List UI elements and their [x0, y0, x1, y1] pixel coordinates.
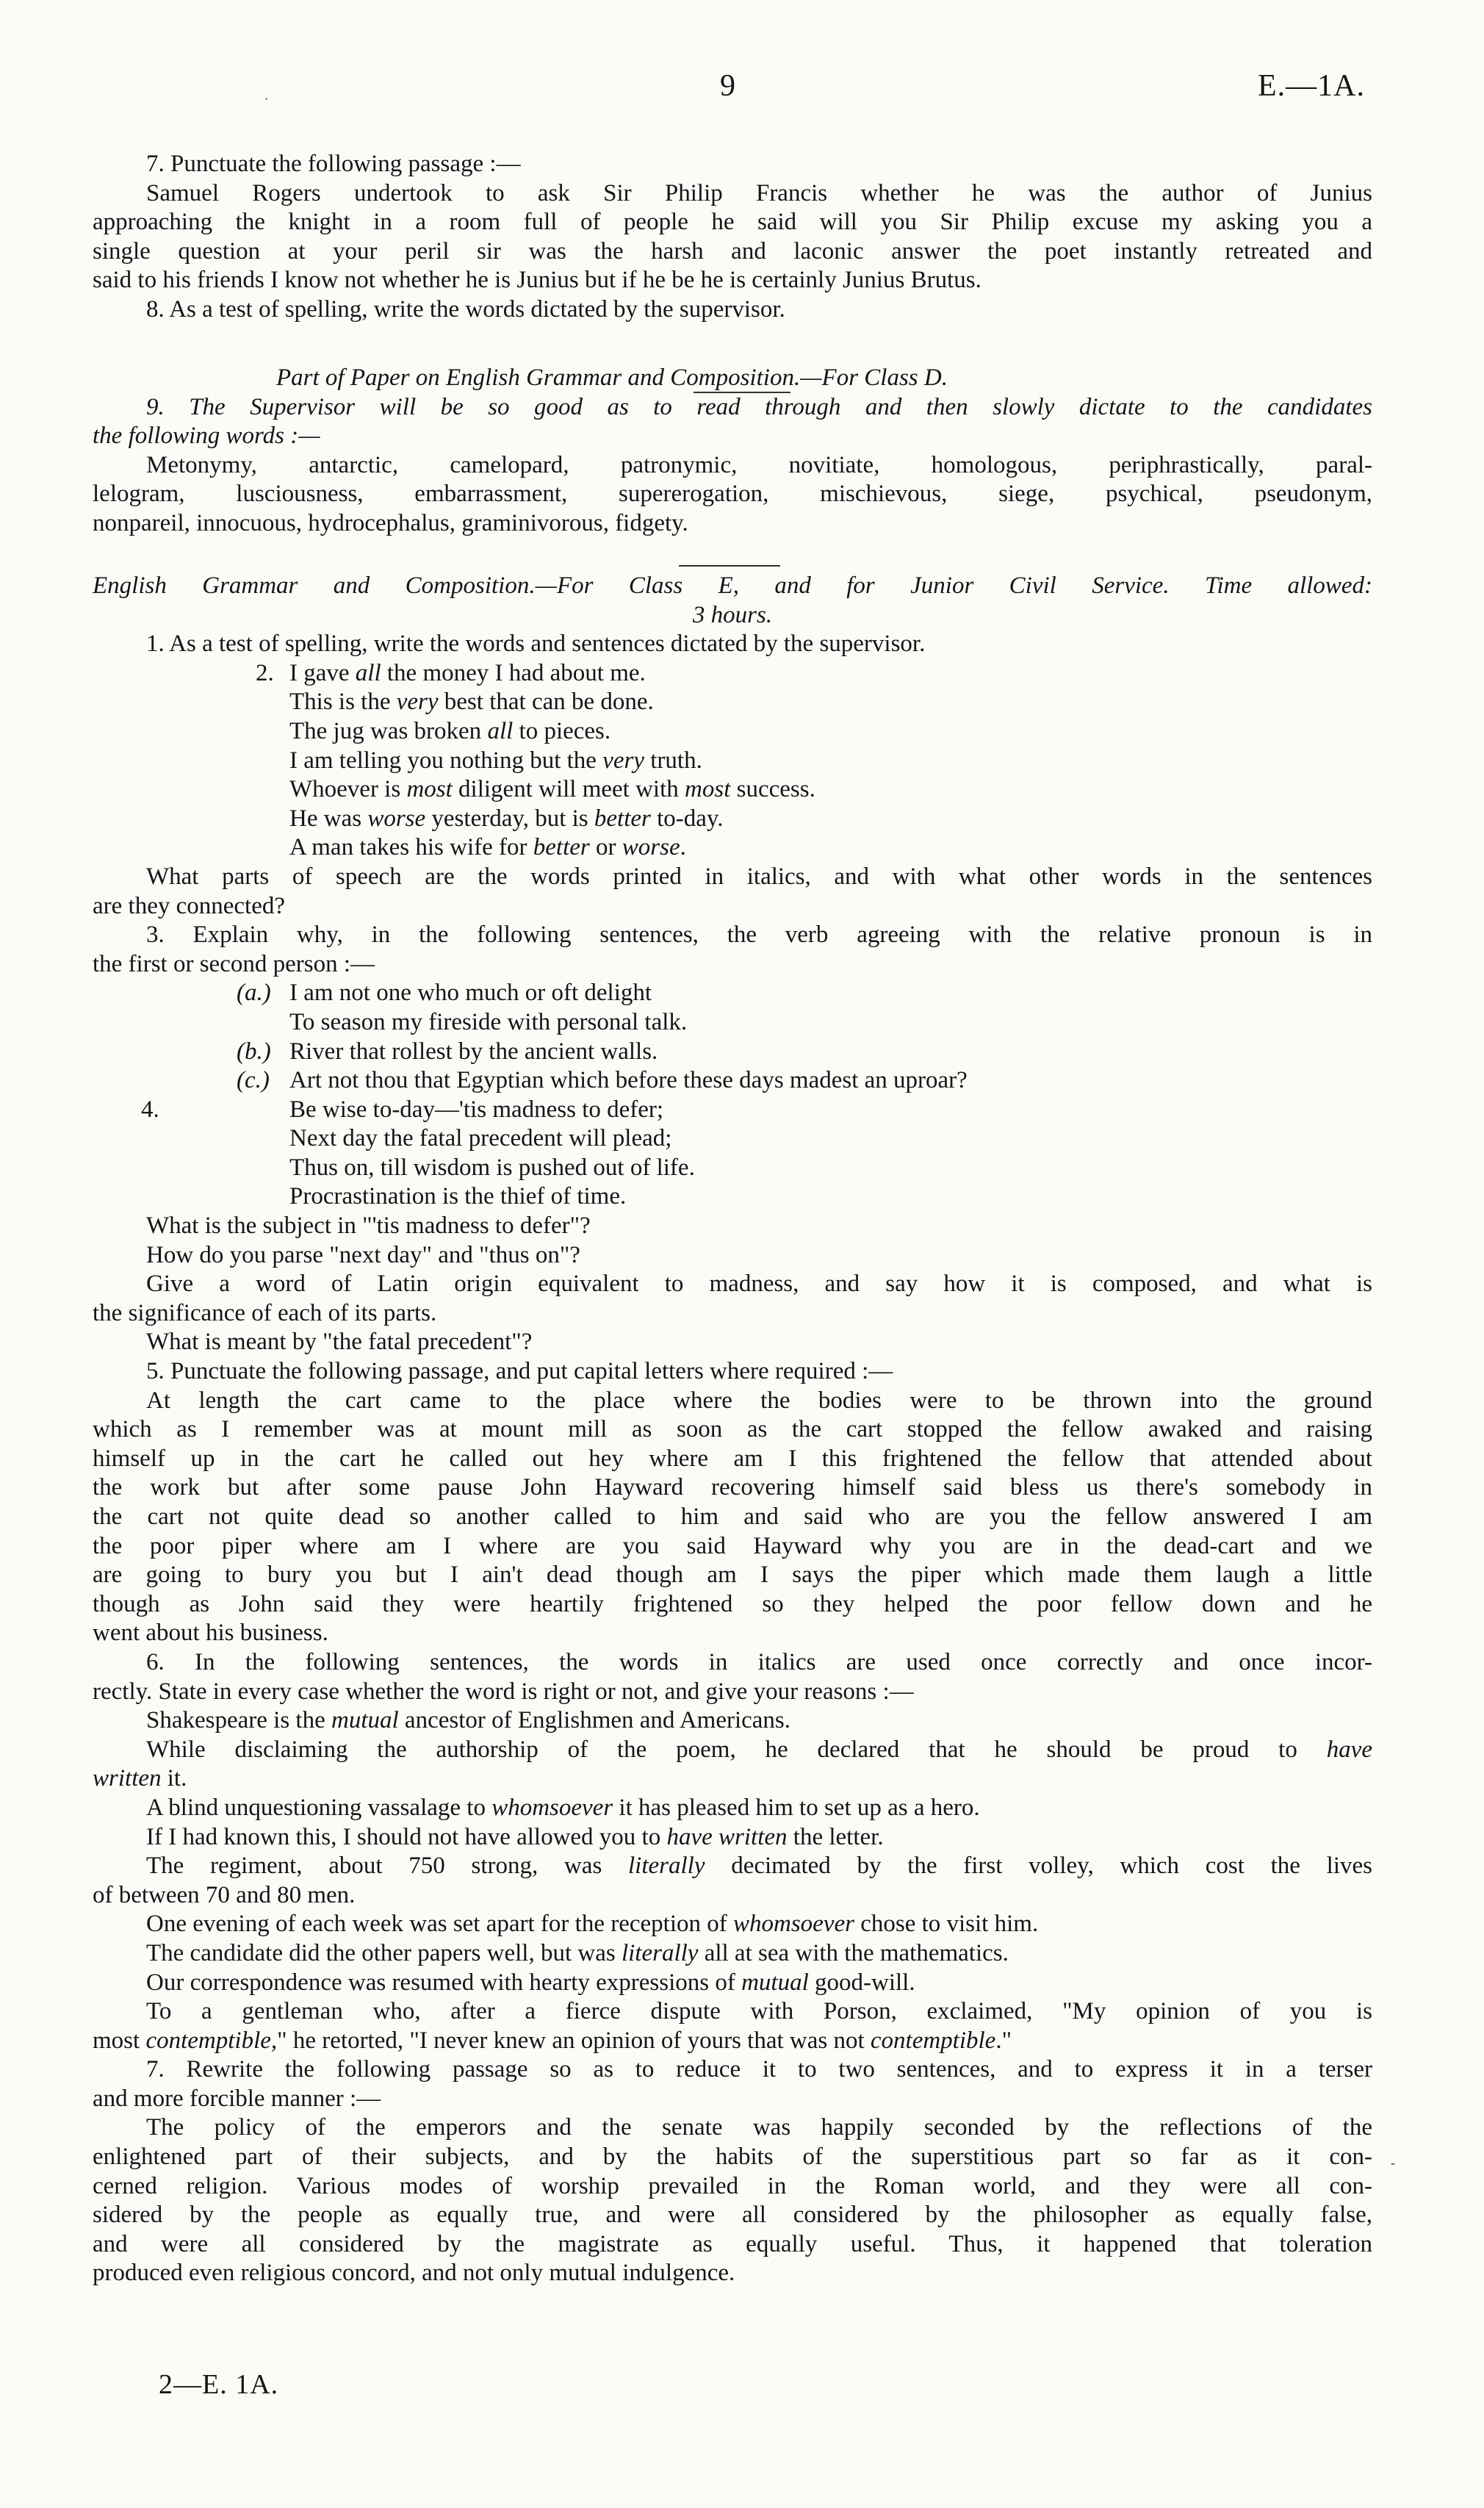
q9-words-line: nonpareil, innocuous, hydrocephalus, graminivorous, fidgety. — [93, 509, 688, 536]
q3-intro: 3. Explain why, in the following sentences, the verb agreeing with the relative pronoun is in — [146, 921, 1372, 949]
italic-word: whomsoever — [732, 1911, 854, 1938]
italic-word: all — [487, 717, 514, 744]
passage-line: though as John said they were heartily frightened so they helped the poor fellow down and he — [93, 1590, 1372, 1617]
italic-word: worse — [367, 805, 426, 832]
section-divider — [679, 565, 780, 567]
text: I gave — [289, 659, 356, 686]
text: truth. — [644, 747, 702, 774]
q6-intro: 6. In the following sentences, the words in italics are used once correctly and once incor- — [146, 1648, 1372, 1675]
q6-sentence — [93, 1764, 1372, 1794]
passage-line: cerned religion. Various modes of worship prevailed in the Roman world, and they were all con- — [93, 2172, 1372, 2199]
item-text: River that rollest by the ancient walls. — [289, 1038, 658, 1065]
q2-sentence — [93, 775, 1372, 805]
text: or — [589, 834, 622, 861]
passage-line: himself up in the cart he called out hey where am I this frightened the fellow that attended about — [93, 1445, 1372, 1472]
q2-sentence — [93, 688, 1372, 717]
italic-word: literally — [621, 1939, 699, 1966]
q6-intro: rectly. State in every case whether the word is right or not, and give your reasons :— — [93, 1678, 914, 1705]
class-d-part — [93, 364, 1372, 539]
q9-words-line: lelogram, lusciousness, embarrassment, supererogation, mischievous, siege, psychical, pseudonym, — [93, 481, 1372, 508]
text: most — [93, 2027, 146, 2054]
passage-line: enlightened part of their subjects, and by the habits of the superstitious part so far as it con- — [93, 2144, 1372, 2171]
italic-word: contemptible, — [145, 2027, 278, 2054]
text: I am telling you nothing but the — [289, 747, 603, 774]
text: The regiment, about 750 strong, was — [146, 1853, 628, 1880]
q4-question: What is the subject in "'tis madness to defer"? — [146, 1212, 591, 1240]
text: . — [680, 834, 686, 861]
q4-verse — [93, 1096, 1372, 1125]
text: the money I had about me. — [381, 659, 646, 686]
text: Our correspondence was resumed with hearty expressions of — [146, 1969, 742, 1996]
passage-line: approaching the knight in a room full of people he said will you Sir Philip excuse my asking you a — [93, 209, 1372, 236]
italic-word: better — [533, 834, 590, 861]
q6-sentence: To a gentleman who, after a fierce dispute with Porson, exclaimed, "My opinion of you is — [146, 1998, 1372, 2025]
text: This is the — [289, 689, 397, 716]
q9-intro-line: 9. The Supervisor will be so good as to read through and then slowly dictate to the candidates — [146, 393, 1372, 420]
verse-line: Be wise to-day—'tis madness to defer; — [289, 1096, 664, 1123]
q7-intro: 7. Rewrite the following passage so as to reduce it to two sentences, and to express it in a terser — [146, 2056, 1372, 2083]
verse-line: Procrastination is the thief of time. — [289, 1183, 627, 1210]
text: it. — [161, 1765, 187, 1792]
text: diligent will meet with — [452, 776, 685, 803]
text: decimated by the first volley, which cost the lives — [705, 1853, 1372, 1880]
text: success. — [730, 776, 815, 803]
q6-sentence — [93, 1939, 1372, 1969]
q4-question: How do you parse "next day" and "thus on"? — [146, 1241, 580, 1268]
text: One evening of each week was set apart for the reception of — [146, 1911, 733, 1938]
passage-line: are going to bury you but I ain't dead though am I says the piper which made them laugh a little — [93, 1562, 1372, 1589]
q2-sentence — [93, 717, 1372, 747]
text: " he retorted, "I never knew an opinion of yours that was not — [277, 2027, 871, 2054]
class-e-section — [93, 572, 1372, 2288]
item-text: I am not one who much or oft delight — [289, 980, 652, 1007]
item-text: To season my fireside with personal talk. — [289, 1008, 688, 1035]
q6-sentence — [93, 2027, 1372, 2056]
q2-sentence — [93, 805, 1372, 834]
text: good-will. — [808, 1969, 915, 1996]
text: A man takes his wife for — [289, 834, 533, 861]
italic-word: all — [355, 659, 381, 686]
text: While disclaiming the authorship of the poem, he declared that he should be proud to — [146, 1736, 1327, 1763]
text: it has pleased him to set up as a hero. — [613, 1794, 980, 1821]
text: the letter. — [787, 1823, 884, 1850]
q3-intro: the first or second person :— — [93, 950, 375, 977]
class-d-tail — [93, 150, 1372, 325]
italic-word: literally — [628, 1853, 705, 1880]
signature-line: 2—E. 1A. — [159, 2369, 279, 2400]
italic-word: contemptible — [870, 2027, 996, 2054]
q2-label: 2. — [256, 659, 274, 686]
italic-word: most — [406, 776, 453, 803]
item-text: Art not thou that Egyptian which before these days madest an uproar? — [289, 1067, 968, 1094]
margin-mark: - — [1391, 2155, 1395, 2170]
verse-line: Thus on, till wisdom is pushed out of life. — [289, 1154, 695, 1181]
q3-item-a — [93, 979, 1372, 1008]
q5-intro: 5. Punctuate the following passage, and put capital letters where required :— — [146, 1358, 893, 1385]
q3-item-c — [93, 1066, 1372, 1096]
q6-sentence — [93, 1969, 1372, 1998]
class-e-heading: English Grammar and Composition.—For Class E, and for Junior Civil Service. Time allowed: — [93, 572, 1372, 599]
item-label: (b.) — [237, 1038, 271, 1065]
verse-line: Next day the fatal precedent will plead; — [289, 1125, 672, 1152]
class-d-heading: Part of Paper on English Grammar and Composition.—For Class D. — [276, 364, 948, 391]
page-number: 9 — [720, 69, 735, 103]
italic-word: worse — [622, 834, 680, 861]
italic-word: whomsoever — [491, 1794, 613, 1821]
text: yesterday, but is — [425, 805, 594, 832]
item-label: (a.) — [237, 980, 271, 1007]
text: all at sea with the mathematics. — [698, 1939, 1009, 1966]
text: He was — [289, 805, 368, 832]
q2-sentence — [93, 659, 1372, 689]
italic-word: better — [594, 805, 651, 832]
q4-question: What is meant by "the fatal precedent"? — [146, 1329, 533, 1356]
text: ." — [995, 2027, 1012, 2054]
class-e-heading-time: 3 hours. — [692, 601, 773, 628]
text: A blind unquestioning vassalage to — [146, 1794, 492, 1821]
q2-sentence — [93, 833, 1372, 863]
text: Whoever is — [289, 776, 407, 803]
q9-words-line: Metonymy, antarctic, camelopard, patronymic, novitiate, homologous, periphrastically, paral- — [146, 451, 1372, 478]
italic-word: mutual — [331, 1707, 399, 1734]
italic-word: have written — [666, 1823, 788, 1850]
q2-sentence — [93, 747, 1372, 776]
text: to pieces. — [513, 717, 611, 744]
q4-question: the significance of each of its parts. — [93, 1299, 437, 1326]
passage-line: single question at your peril sir was the harsh and laconic answer the poet instantly retreated and — [93, 237, 1372, 265]
q8-text: 8. As a test of spelling, write the words dictated by the supervisor. — [146, 295, 785, 323]
q6-sentence — [93, 1794, 1372, 1823]
q6-sentence — [93, 1706, 1372, 1736]
italic-word: very — [602, 747, 644, 774]
q3-item-b — [93, 1038, 1372, 1067]
margin-dot: · — [264, 93, 269, 106]
passage-line: went about his business. — [93, 1620, 328, 1647]
q6-sentence — [93, 1823, 1372, 1853]
passage-line: produced even religious concord, and not only mutual indulgence. — [93, 2260, 735, 2287]
passage-line: the work but after some pause John Hayward recovering himself said bless us there's somebody in — [93, 1474, 1372, 1501]
text: ancestor of Englishmen and Americans. — [398, 1707, 791, 1734]
passage-line: sidered by the people as equally true, and were all considered by the philosopher as equally false, — [93, 2202, 1372, 2229]
q2-question: What parts of speech are the words printed in italics, and with what other words in the sentences — [146, 863, 1372, 890]
q6-sentence — [93, 1852, 1372, 1881]
text: The jug was broken — [289, 717, 488, 744]
italic-word: mutual — [741, 1969, 809, 1996]
text: If I had known this, I should not have allowed you to — [146, 1823, 667, 1850]
q6-sentence: of between 70 and 80 men. — [93, 1881, 356, 1908]
q4-question: Give a word of Latin origin equivalent to madness, and say how it is composed, and what is — [146, 1271, 1372, 1298]
text: chose to visit him. — [854, 1911, 1039, 1938]
text: best that can be done. — [438, 689, 654, 716]
q1-text: 1. As a test of spelling, write the words and sentences dictated by the supervisor. — [146, 630, 926, 658]
q6-sentence — [93, 1736, 1372, 1765]
item-label: (c.) — [237, 1067, 270, 1094]
italic-word: written — [93, 1765, 162, 1792]
passage-line: which as I remember was at mount mill as soon as the cart stopped the fellow awaked and raising — [93, 1416, 1372, 1443]
passage-line: Samuel Rogers undertook to ask Sir Philip Francis whether he was the author of Junius — [146, 179, 1372, 206]
q7-intro: 7. Punctuate the following passage :— — [146, 151, 521, 177]
passage-line: said to his friends I know not whether he is Junius but if he be he is certainly Junius Brutus. — [93, 267, 981, 294]
italic-word: very — [396, 689, 439, 716]
passage-line: the poor piper where am I where are you said Hayward why you are in the dead-cart and we — [93, 1532, 1372, 1559]
italic-word: most — [685, 776, 731, 803]
q9-intro-line: the following words :— — [93, 423, 320, 450]
passage-line: At length the cart came to the place where the bodies were to be thrown into the ground — [146, 1387, 1372, 1414]
italic-word: have — [1326, 1736, 1372, 1763]
text: The candidate did the other papers well, but was — [146, 1939, 622, 1966]
q4-label: 4. — [141, 1096, 159, 1123]
q6-sentence — [93, 1910, 1372, 1939]
text: Shakespeare is the — [146, 1707, 331, 1734]
passage-line: The policy of the emperors and the senate was happily seconded by the reflections of the — [146, 2114, 1372, 2141]
passage-line: the cart not quite dead so another called to him and said who are you the fellow answered I am — [93, 1503, 1372, 1530]
q7-intro: and more forcible manner :— — [93, 2085, 381, 2112]
text: to-day. — [650, 805, 724, 832]
q2-question: are they connected? — [93, 892, 286, 919]
document-reference: E.—1A. — [1258, 69, 1365, 103]
passage-line: and were all considered by the magistrate as equally useful. Thus, it happened that toleration — [93, 2230, 1372, 2257]
